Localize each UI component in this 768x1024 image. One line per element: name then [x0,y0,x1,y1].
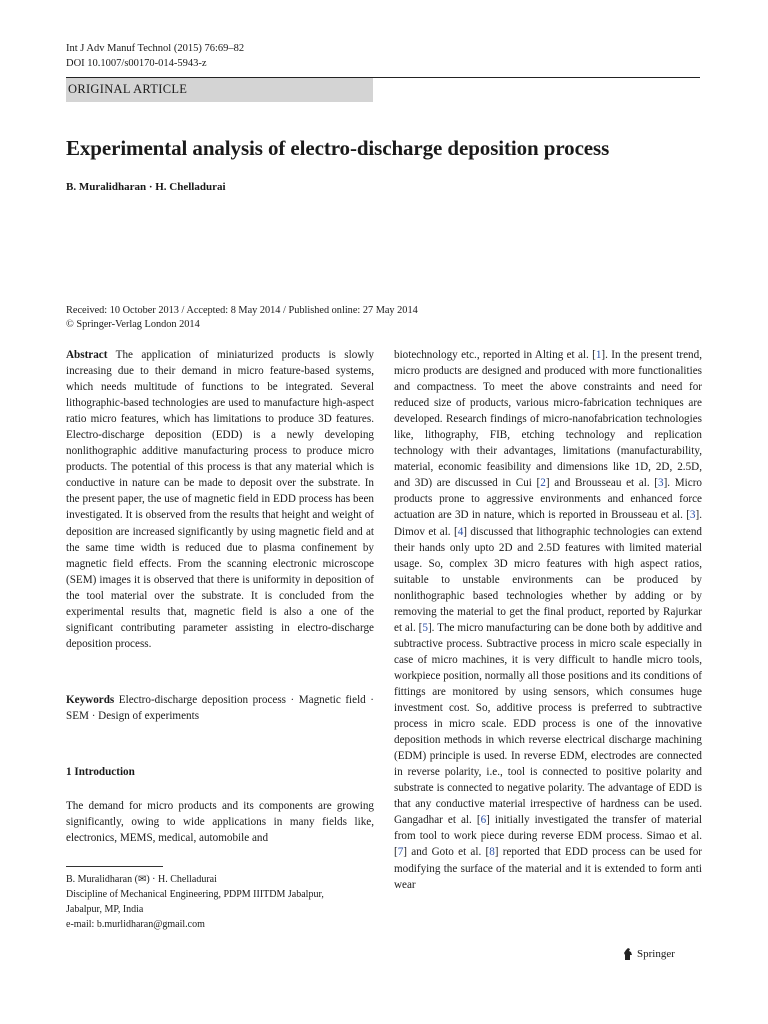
copyright-line: © Springer-Verlag London 2014 [66,319,200,330]
author-footnote [66,872,324,932]
citation-link[interactable]: 7 [397,846,404,859]
section-heading-introduction: 1 Introduction [66,766,135,778]
intro-text: The demand for micro products and its components are growing significantly, owing to wide applications in many fields like, electronics, MEMS, medical, automobile and [66,800,374,845]
journal-info [66,41,244,71]
footnote-authors: B. Muralidharan (✉) · H. Chelladurai [66,874,217,885]
journal-doi: DOI 10.1007/s00170-014-5943-z [66,58,207,69]
publisher-name: Springer [637,948,675,960]
footnote-rule [66,866,163,867]
body-right-column [394,347,702,893]
abstract [66,347,374,652]
citation-link[interactable]: 5 [422,621,428,634]
citation-link[interactable]: 4 [457,525,464,538]
footnote-email[interactable]: e-mail: b.murlidharan@gmail.com [66,919,205,930]
citation-link[interactable]: 8 [489,846,495,859]
history-dates: Received: 10 October 2013 / Accepted: 8 May 2014 / Published online: 27 May 2014 [66,305,418,316]
citation-link[interactable]: 6 [480,814,487,827]
keywords-text: Electro-discharge deposition process · Magnetic field · SEM · Design of experiments [66,694,374,723]
abstract-label: Abstract [66,349,108,361]
keywords-label: Keywords [66,694,115,706]
author-list: B. Muralidharan · H. Chelladurai [66,181,226,193]
article-title: Experimental analysis of electro-discharge deposition process [66,136,610,160]
citation-link[interactable]: 2 [540,477,546,490]
footnote-location: Jabalpur, MP, India [66,904,144,915]
intro-paragraph [66,798,374,846]
article-type-label: ORIGINAL ARTICLE [66,78,373,102]
footnote-affiliation: Discipline of Mechanical Engineering, PDPM IIITDM Jabalpur, [66,889,324,900]
springer-horse-icon [622,947,634,961]
citation-link[interactable]: 1 [595,349,602,361]
publisher-mark [622,947,675,961]
abstract-text: The application of miniaturized products is slowly increasing due to their demand in micro feature-based systems, which needs multitude of functions to be integrated. Several lithographic-based technologies are used to manufacture high-aspect ratio micro features, which has limitations to produce 3D features. Electro-discharge deposition (EDD) is a newly developing nonlithographic additive manufacturing process to produce micro products. The potential of this process is that any material which is conductive in nature can be made to deposit over the substrate. In the present paper, the use of magnetic field in EDD process has been investigated. It is observed from the results that height and weight of deposition are increased significantly by using magnetic field and at the same time width is reduced due to plasma confinement by magnetic field effects. From the scanning electronic microscope (SEM) images it is observed that there is uniformity in deposition of the tool material over the substrate. It is concluded from the experimental results that, magnetic field is also a one of the significant contributing parameter assisting in electro-discharge deposition process. [66,349,374,650]
journal-citation: Int J Adv Manuf Technol (2015) 76:69–82 [66,43,245,54]
citation-link[interactable]: 3 [689,509,696,522]
right-column-text: biotechnology etc., reported in Alting et al. [1]. In the present trend, micro products are designed and produced with more functionalities and compactness. To meet the above constraints and need for reduced size of products, various micro-fabrication techniques are developed. Research findings of micro-nanofabrication technologies like, lithography, FIB, etching technology and replication technology with their advantages, limitations (manufacturability, material, economic feasibility and dimensions like 1D, 2D, 2.5D, and 3D) are discussed in Cui [2] and Brousseau et al. [3]. Micro products prone to aggressive environments and enhanced force actuation are 3D in nature, which is reported in Brousseau et al. [3]. Dimov et al. [4] discussed that lithographic technologies can extend their hands only upto 2D and 2.5D features with limited material usage. So, complex 3D micro features with high aspect ratios, suitable to unstable environments can be produced by nonlithographic based technologies whether by adding or by removing the material to get the final product, reported by Rajurkar et al. [5]. The micro manufacturing can be done both by additive and subtractive process. Subtractive process in micro scale especially in case of micro machines, it is very difficult to handle micro tools, workpiece position, normally all those positions and its conditions of fittings are monitored by using sensors, which consumes huge investment cost. So, additive process is preferred to subtractive process in micro scale. EDD process is one of the innovative deposition methods in which reverse electrical discharge machining (EDM) principle is used. In reverse EDM, electrodes are connected in reverse polarity, i.e., tool is connected to positive polarity and substrate is connected to negative polarity. The advantage of EDD is that any conductive material irrespective of hardness can be used. Gangadhar et al. [6] initially investigated the transfer of material from tool to work piece during reverse EDM process. Simao et al. [7] and Goto et al. [8] reported that EDD process can be used for modifying the surface of the material and it is extended to form anti wear [394,349,702,891]
envelope-icon: ✉ [137,874,147,885]
citation-link[interactable]: 3 [658,477,664,490]
keywords [66,692,374,724]
publication-dates [66,304,418,332]
